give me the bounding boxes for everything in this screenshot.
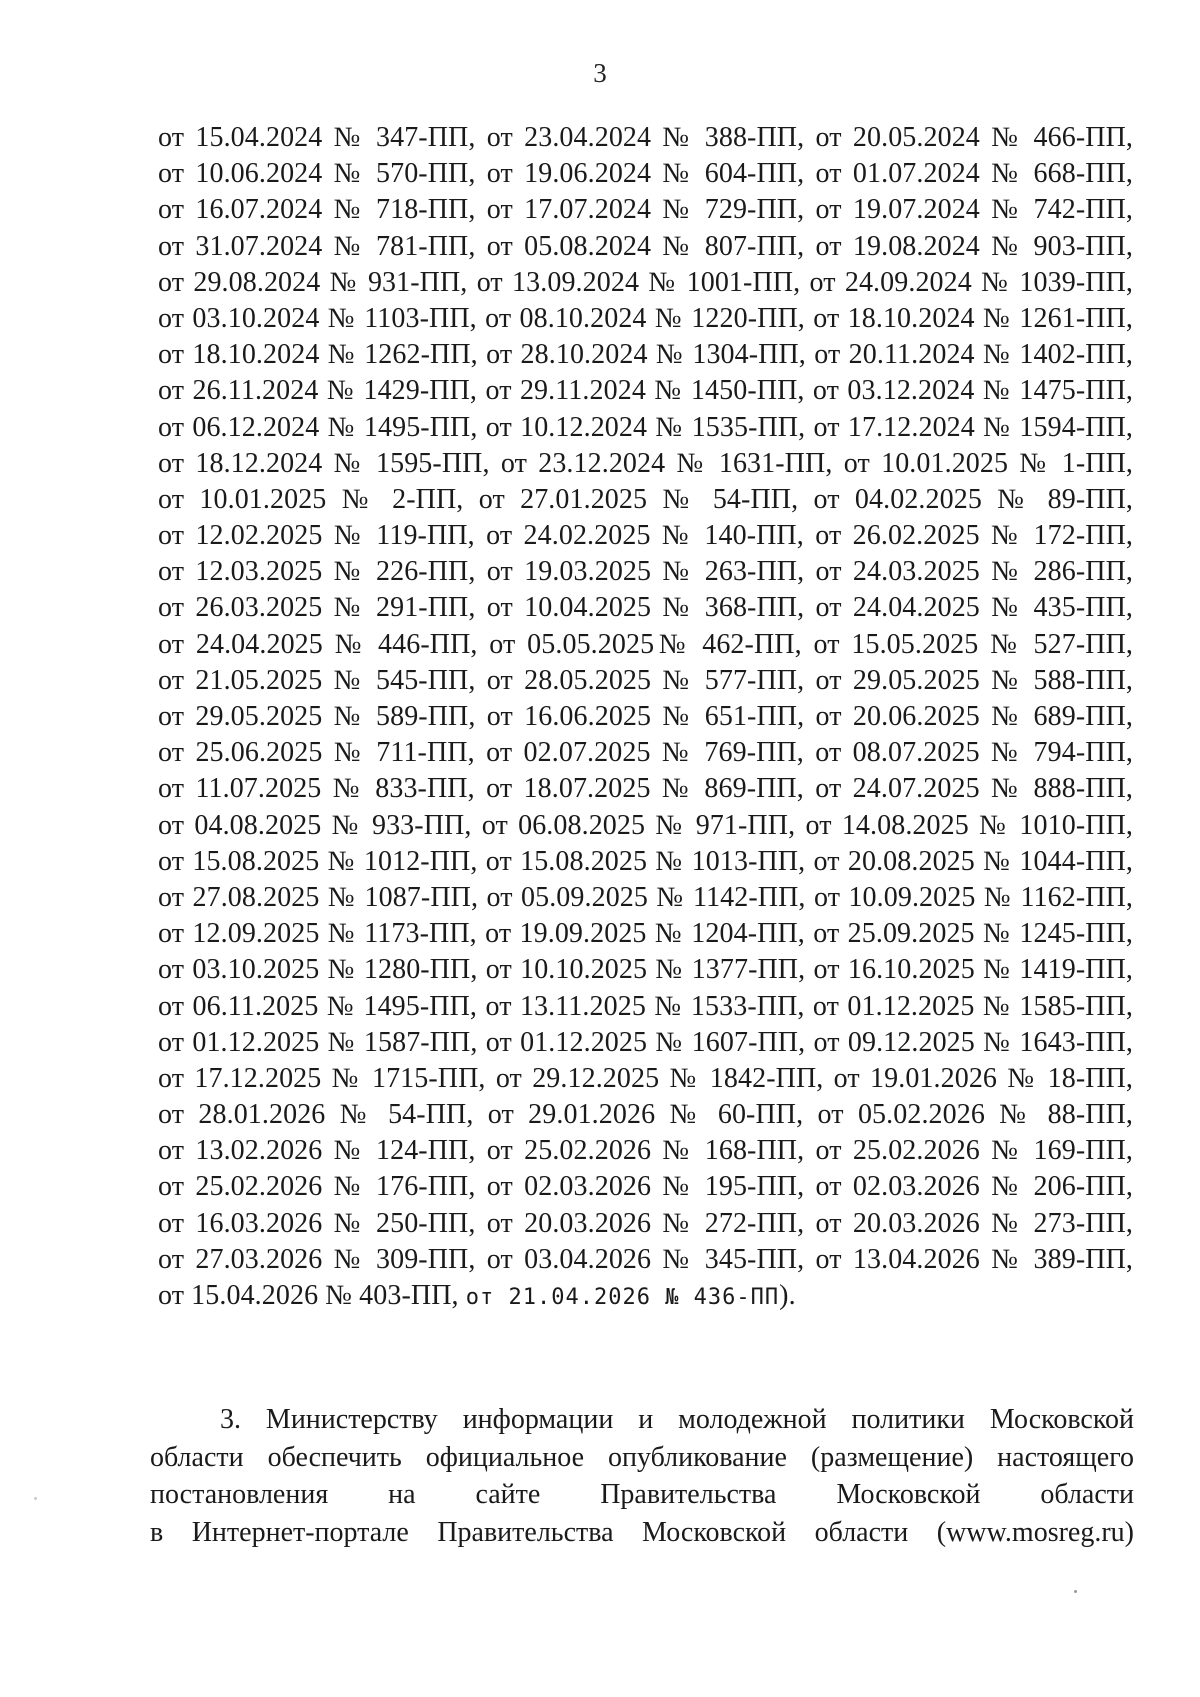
- list-line: от 26.11.2024 № 1429-ПП, от 29.11.2024 № 1450-ПП, от 03.12.2024 № 1475-ПП,: [158, 375, 1133, 407]
- list-line: от 15.08.2025 № 1012-ПП, от 15.08.2025 № 1013-ПП, от 20.08.2025 № 1044-ПП,: [158, 845, 1133, 877]
- paragraph-line: в Интернет-портале Правительства Московской области (www.mosreg.ru): [150, 1516, 1134, 1548]
- list-line-last: [158, 1278, 1133, 1314]
- list-line: от 25.02.2026 № 176-ПП, от 02.03.2026 № 195-ПП, от 02.03.2026 № 206-ПП,: [158, 1171, 1133, 1203]
- resolution-list: [158, 120, 1133, 1314]
- paragraph-line: постановления на сайте Правительства Московской области: [150, 1479, 1134, 1510]
- list-line: от 06.12.2024 № 1495-ПП, от 10.12.2024 № 1535-ПП, от 17.12.2024 № 1594-ПП,: [158, 411, 1133, 443]
- list-line: от 13.02.2026 № 124-ПП, от 25.02.2026 № 168-ПП, от 25.02.2026 № 169-ПП,: [158, 1135, 1133, 1167]
- list-line: от 10.06.2024 № 570-ПП, от 19.06.2024 № 604-ПП, от 01.07.2024 № 668-ПП,: [158, 158, 1133, 190]
- list-line: от 17.12.2025 № 1715-ПП, от 29.12.2025 № 1842-ПП, от 19.01.2026 № 18-ПП,: [158, 1062, 1133, 1094]
- paragraph-line: области обеспечить официальное опубликование (размещение) настоящего: [150, 1441, 1134, 1473]
- scan-speck: [34, 1497, 37, 1500]
- list-line: от 24.04.2025 № 446-ПП, от 05.05.2025№ 462-ПП, от 15.05.2025 № 527-ПП,: [158, 628, 1133, 660]
- list-line: от 15.04.2024 № 347-ПП, от 23.04.2024 № 388-ПП, от 20.05.2024 № 466-ПП,: [158, 122, 1133, 153]
- list-line: от 18.10.2024 № 1262-ПП, от 28.10.2024 № 1304-ПП, от 20.11.2024 № 1402-ПП,: [158, 339, 1133, 371]
- list-line: от 03.10.2025 № 1280-ПП, от 10.10.2025 № 1377-ПП, от 16.10.2025 № 1419-ПП,: [158, 954, 1133, 986]
- list-line: от 21.05.2025 № 545-ПП, от 28.05.2025 № 577-ПП, от 29.05.2025 № 588-ПП,: [158, 664, 1133, 696]
- list-line: от 12.03.2025 № 226-ПП, от 19.03.2025 № 263-ПП, от 24.03.2025 № 286-ПП,: [158, 556, 1133, 588]
- list-line: от 29.08.2024 № 931-ПП, от 13.09.2024 № 1001-ПП, от 24.09.2024 № 1039-ПП,: [158, 266, 1133, 298]
- list-last-closing: ).: [779, 1280, 796, 1311]
- list-line: от 11.07.2025 № 833-ПП, от 18.07.2025 № 869-ПП, от 24.07.2025 № 888-ПП,: [158, 773, 1133, 805]
- list-line: от 18.12.2024 № 1595-ПП, от 23.12.2024 № 1631-ПП, от 10.01.2025 № 1-ПП,: [158, 447, 1133, 479]
- scan-speck: [1074, 1590, 1077, 1593]
- list-line: от 25.06.2025 № 711-ПП, от 02.07.2025 № 769-ПП, от 08.07.2025 № 794-ПП,: [158, 737, 1133, 769]
- page-number: 3: [593, 58, 607, 88]
- list-line: от 31.07.2024 № 781-ПП, от 05.08.2024 № 807-ПП, от 19.08.2024 № 903-ПП,: [158, 230, 1133, 262]
- list-line: от 03.10.2024 № 1103-ПП, от 08.10.2024 № 1220-ПП, от 18.10.2024 № 1261-ПП,: [158, 302, 1133, 334]
- list-last-stamped: от 21.04.2026 № 436-ПП: [465, 1285, 780, 1310]
- list-line: от 16.03.2026 № 250-ПП, от 20.03.2026 № 272-ПП, от 20.03.2026 № 273-ПП,: [158, 1207, 1133, 1239]
- list-line: от 16.07.2024 № 718-ПП, от 17.07.2024 № 729-ПП, от 19.07.2024 № 742-ПП,: [158, 194, 1133, 226]
- list-line: от 12.09.2025 № 1173-ПП, от 19.09.2025 № 1204-ПП, от 25.09.2025 № 1245-ПП,: [158, 918, 1133, 950]
- list-line: от 06.11.2025 № 1495-ПП, от 13.11.2025 № 1533-ПП, от 01.12.2025 № 1585-ПП,: [158, 990, 1133, 1022]
- list-last-main: от 15.04.2026 № 403-ПП,: [158, 1280, 466, 1311]
- list-line: от 01.12.2025 № 1587-ПП, от 01.12.2025 № 1607-ПП, от 09.12.2025 № 1643-ПП,: [158, 1026, 1133, 1058]
- list-line: от 29.05.2025 № 589-ПП, от 16.06.2025 № 651-ПП, от 20.06.2025 № 689-ПП,: [158, 701, 1133, 732]
- list-line: от 27.08.2025 № 1087-ПП, от 05.09.2025 № 1142-ПП, от 10.09.2025 № 1162-ПП,: [158, 881, 1133, 913]
- list-line: от 26.03.2025 № 291-ПП, от 10.04.2025 № 368-ПП, от 24.04.2025 № 435-ПП,: [158, 592, 1133, 624]
- list-line: от 04.08.2025 № 933-ПП, от 06.08.2025 № 971-ПП, от 14.08.2025 № 1010-ПП,: [158, 809, 1133, 841]
- list-line: от 28.01.2026 № 54-ПП, от 29.01.2026 № 60-ПП, от 05.02.2026 № 88-ПП,: [158, 1099, 1133, 1131]
- list-line: от 27.03.2026 № 309-ПП, от 03.04.2026 № 345-ПП, от 13.04.2026 № 389-ПП,: [158, 1243, 1133, 1275]
- list-line: от 10.01.2025 № 2-ПП, от 27.01.2025 № 54-ПП, от 04.02.2025 № 89-ПП,: [158, 483, 1133, 515]
- list-line: от 12.02.2025 № 119-ПП, от 24.02.2025 № 140-ПП, от 26.02.2025 № 172-ПП,: [158, 520, 1133, 552]
- paragraph-3: [150, 1401, 1134, 1551]
- paragraph-line: 3. Министерству информации и молодежной политики Московской: [220, 1404, 1134, 1435]
